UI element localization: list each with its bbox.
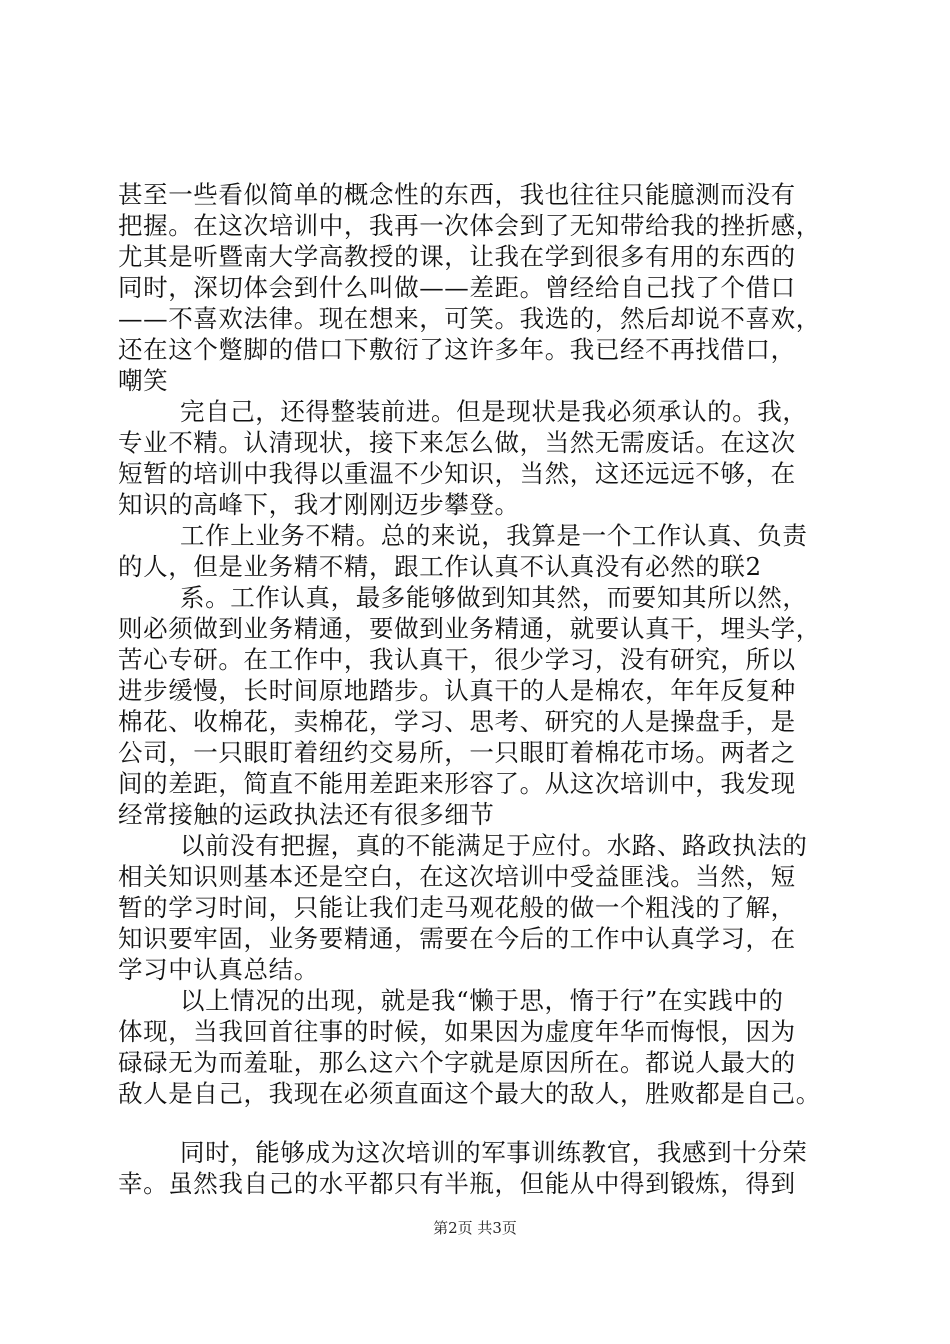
text-line: 则必须做到业务精通，要做到业务精通，就要认真干，埋头学， [118,614,821,643]
text-line: 幸。虽然我自己的水平都只有半瓶，但能从中得到锻炼，得到 [118,1169,796,1198]
text-line: 短暂的培训中我得以重温不少知识，当然，这还远远不够，在 [118,459,796,488]
text-line: 知识要牢固，业务要精通，需要在今后的工作中认真学习，在 [118,924,796,953]
text-line: 还在这个蹩脚的借口下敷衍了这许多年。我已经不再找借口， [118,335,796,364]
text-line: 尤其是听暨南大学高教授的课，让我在学到很多有用的东西的 [118,242,796,271]
text-line: 的人，但是业务精不精，跟工作认真不认真没有必然的联2 [118,552,762,581]
text-line: ——不喜欢法律。现在想来，可笑。我选的，然后却说不喜欢， [118,304,821,333]
text-line: 系。工作认真，最多能够做到知其然，而要知其所以然， [180,583,808,612]
text-line: 间的差距，简直不能用差距来形容了。从这次培训中，我发现 [118,769,796,798]
text-line: 公司，一只眼盯着纽约交易所，一只眼盯着棉花市场。两者之 [118,738,796,767]
text-line: 同时，深切体会到什么叫做——差距。曾经给自己找了个借口 [118,273,796,302]
text-line: 棉花、收棉花，卖棉花，学习、思考、研究的人是操盘手，是 [118,707,796,736]
text-line: 以前没有把握，真的不能满足于应付。水路、路政执法的 [180,831,808,860]
text-line: 进步缓慢，长时间原地踏步。认真干的人是棉农，年年反复种 [118,676,796,705]
text-line: 苦心专研。在工作中，我认真干，很少学习，没有研究，所以 [118,645,796,674]
text-line: 专业不精。认清现状，接下来怎么做，当然无需废话。在这次 [118,428,796,457]
text-line: 嘲笑 [118,366,169,395]
text-line: 经常接触的运政执法还有很多细节 [118,800,495,829]
text-line: 学习中认真总结。 [118,955,319,984]
text-line: 体现，当我回首往事的时候，如果因为虚度年华而悔恨，因为 [118,1017,796,1046]
text-line: 以上情况的出现，就是我“懒于思，惰于行”在实践中的 [180,986,784,1015]
text-line: 敌人是自己，我现在必须直面这个最大的敌人，胜败都是自己。 [118,1079,821,1108]
text-line: 暂的学习时间，只能让我们走马观花般的做一个粗浅的了解， [118,893,796,922]
text-line: 知识的高峰下，我才刚刚迈步攀登。 [118,490,520,519]
text-line: 把握。在这次培训中，我再一次体会到了无知带给我的挫折感， [118,211,821,240]
text-line: 甚至一些看似简单的概念性的东西，我也往往只能臆测而没有 [118,180,796,209]
page-footer: 第2页 共3页 [433,1219,517,1237]
text-line: 同时，能够成为这次培训的军事训练教官，我感到十分荣 [180,1138,808,1167]
text-line: 工作上业务不精。总的来说，我算是一个工作认真、负责 [180,521,808,550]
text-line: 相关知识则基本还是空白，在这次培训中受益匪浅。当然，短 [118,862,796,891]
text-line: 碌碌无为而羞耻，那么这六个字就是原因所在。都说人最大的 [118,1048,796,1077]
text-line: 完自己，还得整装前进。但是现状是我必须承认的。我， [180,397,808,426]
